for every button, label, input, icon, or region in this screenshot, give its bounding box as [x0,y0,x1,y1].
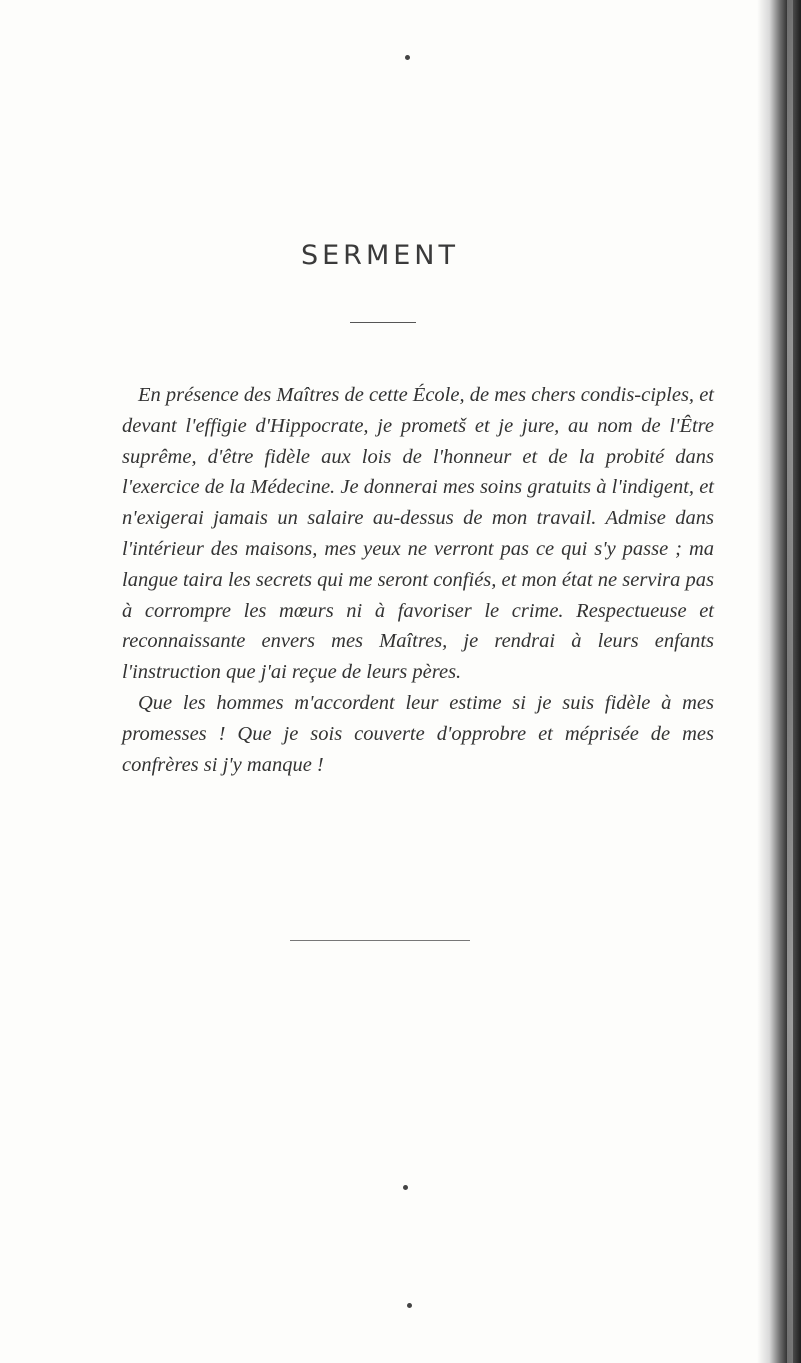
paragraph-2: Que les hommes m'accordent leur estime si je suis fidèle à mes promesses ! Que je sois couverte d'opprobre et méprisée de mes confrères si j'y manque ! [122,691,714,776]
speck-mark [405,55,410,60]
book-spine-edge [757,0,801,1363]
paragraph-1: En présence des Maîtres de cette École, de mes chers condis-ciples, et devant l'effigie d'Hippocrate, je prometš et je jure, au nom de l'Être suprême, d'être fidèle aux lois de l'honneur et de la probité dans l'exercice de la Médecine. Je donnerai mes soins gratuits à l'indigent, et n'exigerai jamais un salaire au-dessus de mon travail. Admise dans l'intérieur des maisons, mes yeux ne verront pas ce qui s'y passe ; ma langue taira les secrets qui me seront confiés, et mon état ne servira pas à corrompre les mœurs ni à favoriser le crime. Respectueuse et reconnaissante envers mes Maîtres, je rendrai à leurs enfants l'instruction que j'ai reçue de leurs pères. [122,384,714,684]
speck-mark [403,1185,408,1190]
document-title: SERMENT [300,240,459,271]
oath-text [122,380,714,780]
end-divider [290,940,470,941]
title-divider [350,322,416,323]
speck-mark [407,1303,412,1308]
spine-highlight [787,0,793,1363]
